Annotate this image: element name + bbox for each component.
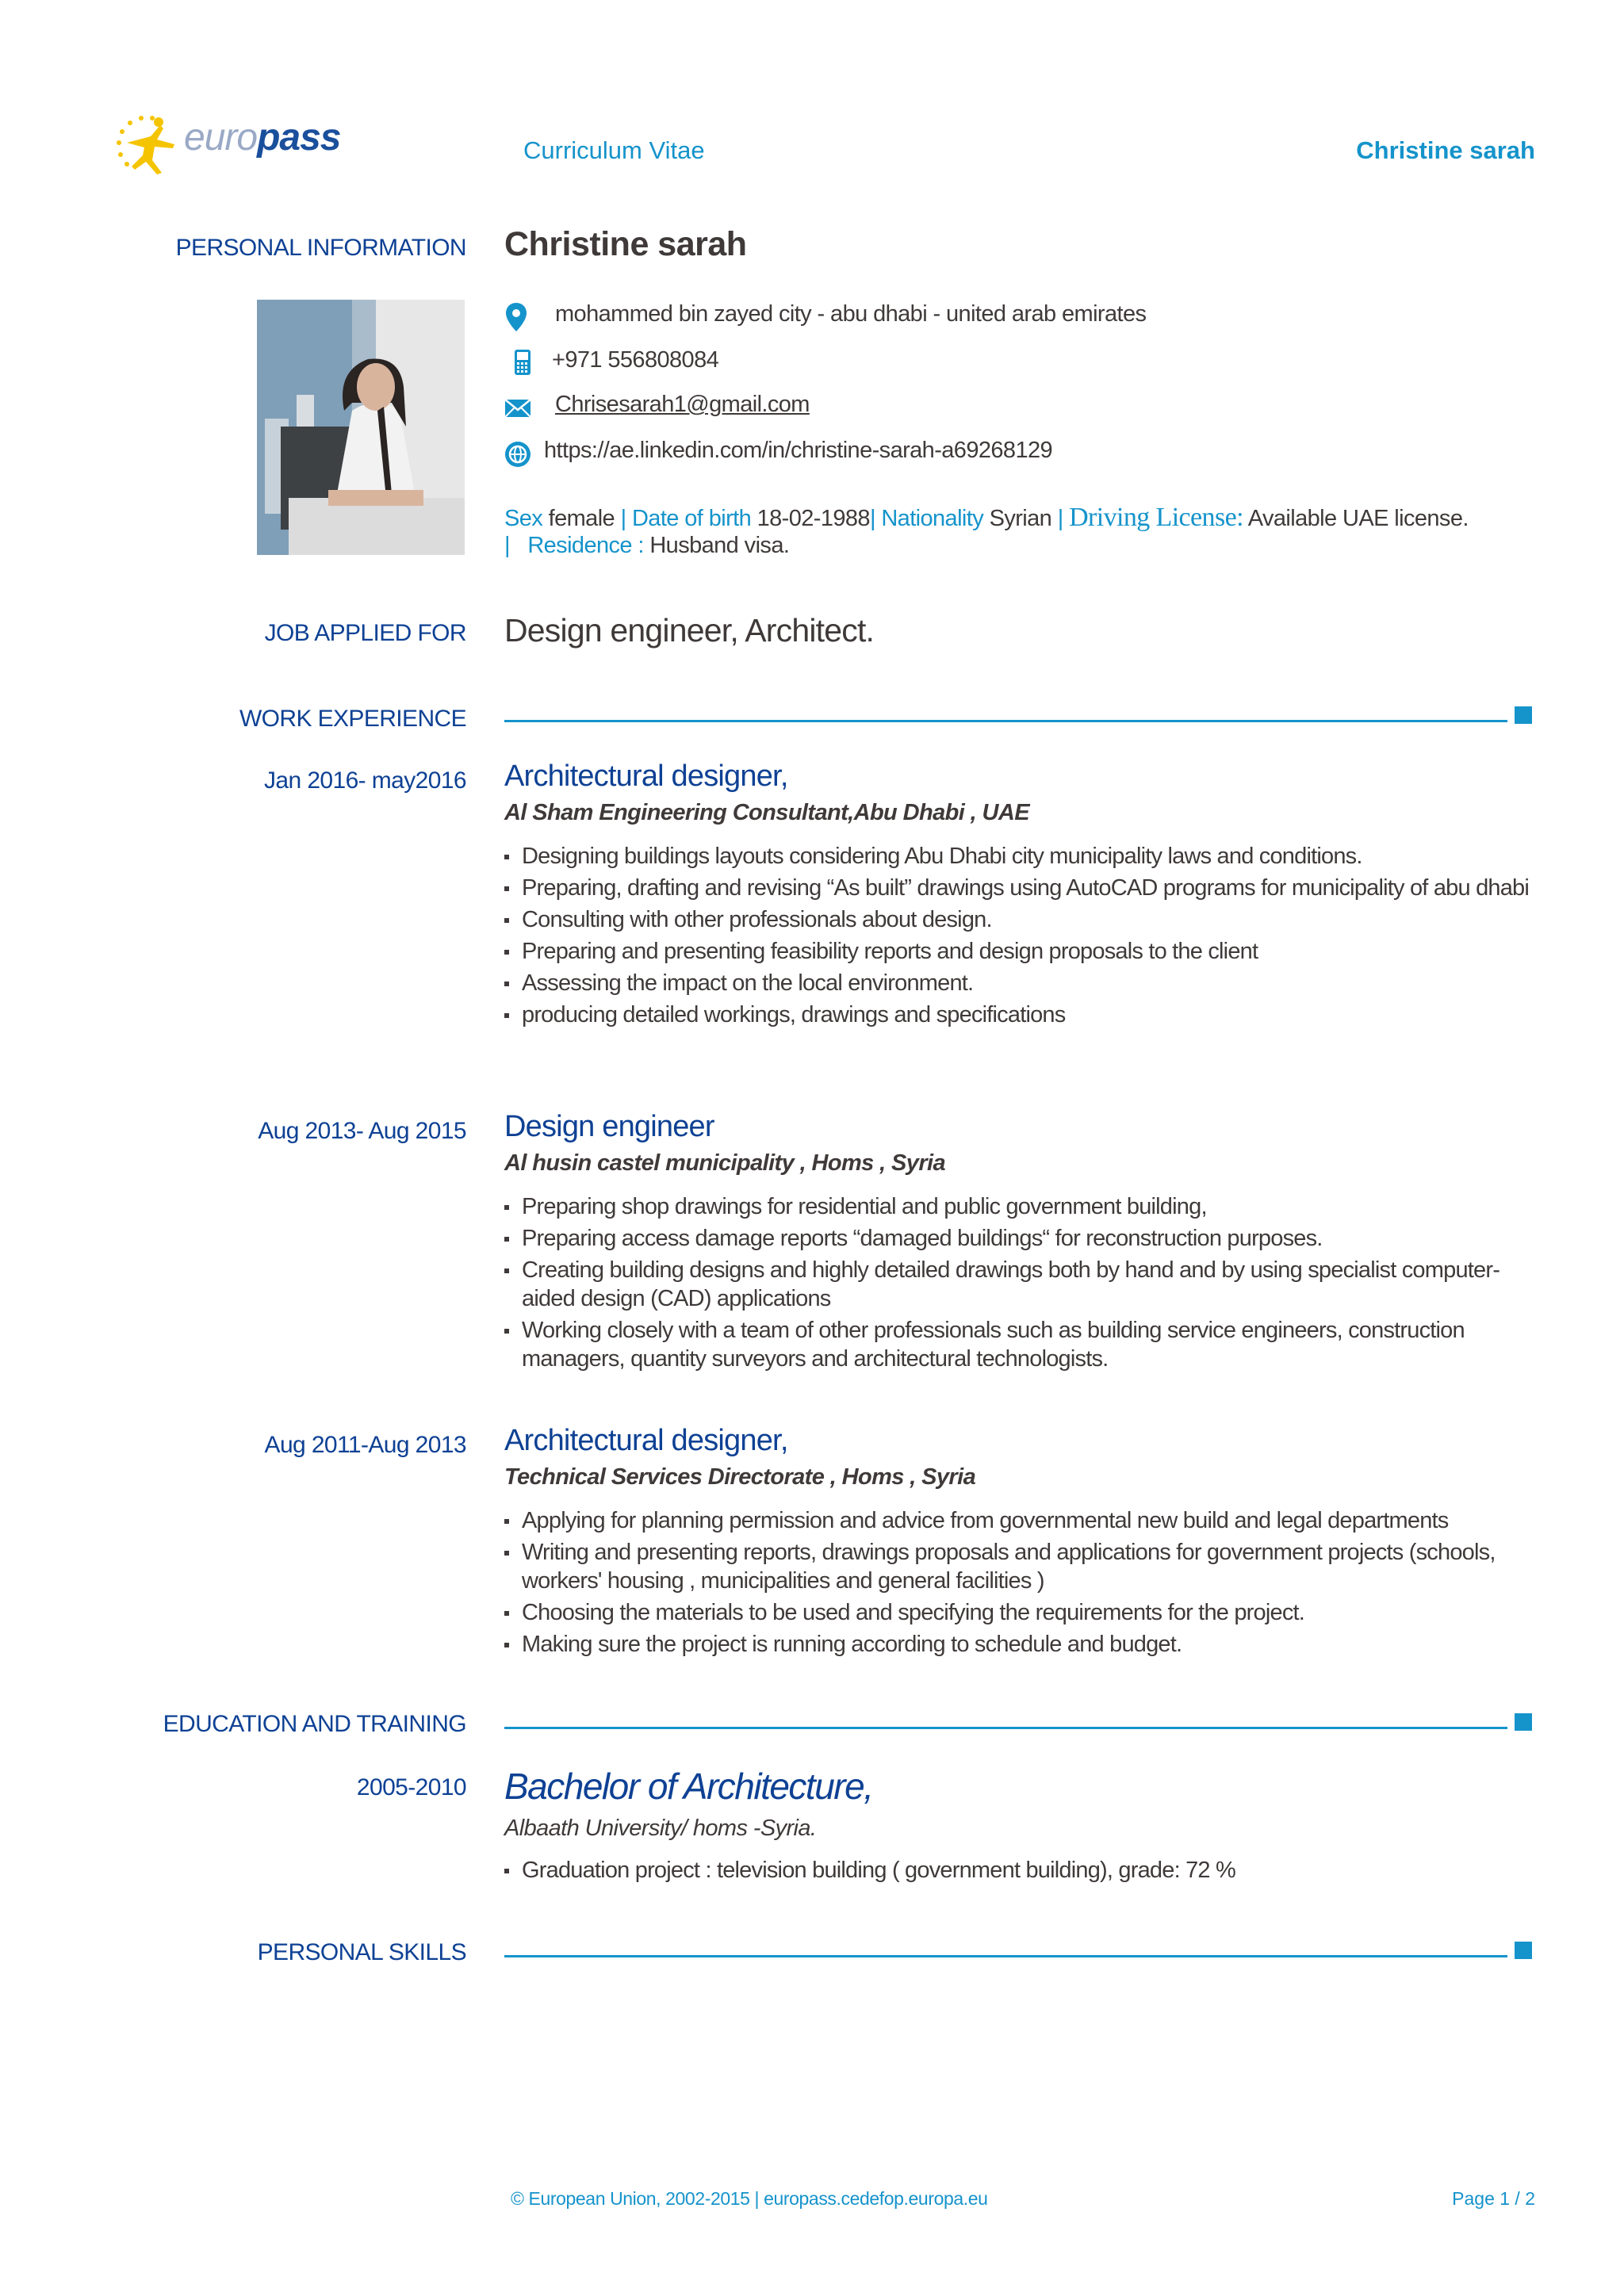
list-item: Creating building designs and highly detailed drawings both by hand and by using specialist computer-aided design (CAD) applications	[504, 1256, 1535, 1313]
location-pin-icon	[504, 301, 528, 339]
education-bullets	[504, 1856, 1535, 1885]
section-label-personal-skills: PERSONAL SKILLS	[257, 1939, 466, 1965]
section-divider	[504, 720, 1507, 722]
section-square-icon	[1515, 1713, 1532, 1731]
sex-label: Sex	[504, 506, 543, 531]
education-institution: Albaath University/ homs -Syria.	[504, 1816, 817, 1841]
separator: |	[620, 506, 632, 531]
email-envelope-icon	[504, 398, 531, 424]
phone-text: +971 556808084	[552, 347, 719, 373]
profile-photo	[257, 300, 465, 555]
email-link[interactable]: Chrisesarah1@gmail.com	[555, 392, 810, 417]
document-title: Curriculum Vitae	[523, 136, 705, 164]
work-title: Design engineer	[504, 1110, 714, 1143]
website-link[interactable]: https://ae.linkedin.com/in/christine-sarah-a69268129	[544, 438, 1053, 463]
list-item: Preparing access damage reports “damaged buildings“ for reconstruction purposes.	[504, 1224, 1535, 1253]
work-bullets	[504, 842, 1535, 1029]
section-label-job-applied-for: JOB APPLIED FOR	[264, 620, 466, 646]
list-item: Writing and presenting reports, drawings proposals and applications for government projects (schools, workers' housing , municipalities and general facilities )	[504, 1538, 1535, 1595]
section-label-work-experience: WORK EXPERIENCE	[239, 706, 466, 732]
separator: |	[869, 506, 882, 531]
separator: |	[504, 533, 528, 558]
work-employer: Technical Services Directorate , Homs , Syria	[504, 1464, 976, 1490]
list-item: Designing buildings layouts considering Abu Dhabi city municipality laws and conditions.	[504, 842, 1535, 871]
personal-details-line-1	[504, 503, 1469, 533]
education-title: Bachelor of Architecture,	[504, 1766, 873, 1807]
work-entry	[504, 1424, 1535, 1662]
address-text: mohammed bin zayed city - abu dhabi - united arab emirates	[555, 301, 1147, 327]
section-label-education: EDUCATION AND TRAINING	[163, 1711, 466, 1737]
list-item: Applying for planning permission and advice from governmental new build and legal departments	[504, 1506, 1535, 1535]
section-label-personal-information: PERSONAL INFORMATION	[175, 235, 466, 261]
section-square-icon	[1515, 1942, 1532, 1959]
sex-value: female	[548, 506, 615, 531]
driving-license-label: Driving License:	[1069, 503, 1243, 532]
nationality-value: Syrian	[989, 506, 1052, 531]
full-name: Christine sarah	[504, 225, 747, 263]
footer-copyright: © European Union, 2002-2015 | europass.cedefop.europa.eu	[511, 2188, 988, 2209]
mobile-phone-icon	[514, 349, 531, 382]
work-bullets	[504, 1506, 1535, 1659]
footer-page-number: Page 1 / 2	[1452, 2188, 1535, 2209]
work-entry	[504, 1110, 1535, 1376]
profile-photo-image	[257, 300, 465, 555]
section-square-icon	[1515, 706, 1532, 724]
list-item: Consulting with other professionals about design.	[504, 905, 1535, 934]
work-title: Architectural designer,	[504, 1424, 788, 1457]
work-dates: Aug 2011-Aug 2013	[264, 1432, 466, 1458]
web-globe-icon	[504, 441, 531, 474]
europass-wordmark: europass	[184, 117, 341, 159]
section-divider	[504, 1727, 1507, 1729]
work-title: Architectural designer,	[504, 760, 788, 793]
list-item: producing detailed workings, drawings and specifications	[504, 1001, 1535, 1029]
dob-value: 18-02-1988	[756, 506, 870, 531]
header-name: Christine sarah	[1356, 136, 1535, 164]
list-item: Working closely with a team of other professionals such as building service engineers, construction managers, quantity surveyors and architectural technologists.	[504, 1316, 1535, 1373]
nationality-label: Nationality	[881, 506, 984, 531]
work-bullets	[504, 1192, 1535, 1373]
personal-details-line-2	[504, 533, 789, 559]
list-item: Graduation project : television building ( government building), grade: 72 %	[504, 1856, 1535, 1885]
list-item: Making sure the project is running according to schedule and budget.	[504, 1630, 1535, 1659]
list-item: Choosing the materials to be used and specifying the requirements for the project.	[504, 1598, 1535, 1627]
list-item: Preparing, drafting and revising “As built” drawings using AutoCAD programs for municipality of abu dhabi	[504, 874, 1535, 902]
europass-logo	[111, 111, 341, 182]
list-item: Assessing the impact on the local environment.	[504, 969, 1535, 997]
work-employer: Al Sham Engineering Consultant,Abu Dhabi , UAE	[504, 800, 1029, 825]
residence-label: Residence :	[527, 533, 644, 558]
work-dates: Jan 2016- may2016	[264, 767, 466, 794]
residence-value: Husband visa.	[649, 533, 790, 558]
dob-label: Date of birth	[631, 506, 752, 531]
section-divider	[504, 1955, 1507, 1957]
driving-license-value: Available UAE license.	[1247, 506, 1469, 531]
europass-star-figure-icon	[111, 111, 190, 182]
work-dates: Aug 2013- Aug 2015	[258, 1118, 466, 1144]
work-entry	[504, 760, 1535, 1032]
education-entry	[504, 1765, 1535, 1888]
list-item: Preparing shop drawings for residential and public government building,	[504, 1192, 1535, 1221]
education-dates: 2005-2010	[356, 1774, 466, 1800]
job-applied-value: Design engineer, Architect.	[504, 612, 875, 649]
work-employer: Al husin castel municipality , Homs , Syria	[504, 1150, 945, 1176]
separator: |	[1057, 506, 1070, 531]
list-item: Preparing and presenting feasibility reports and design proposals to the client	[504, 937, 1535, 966]
